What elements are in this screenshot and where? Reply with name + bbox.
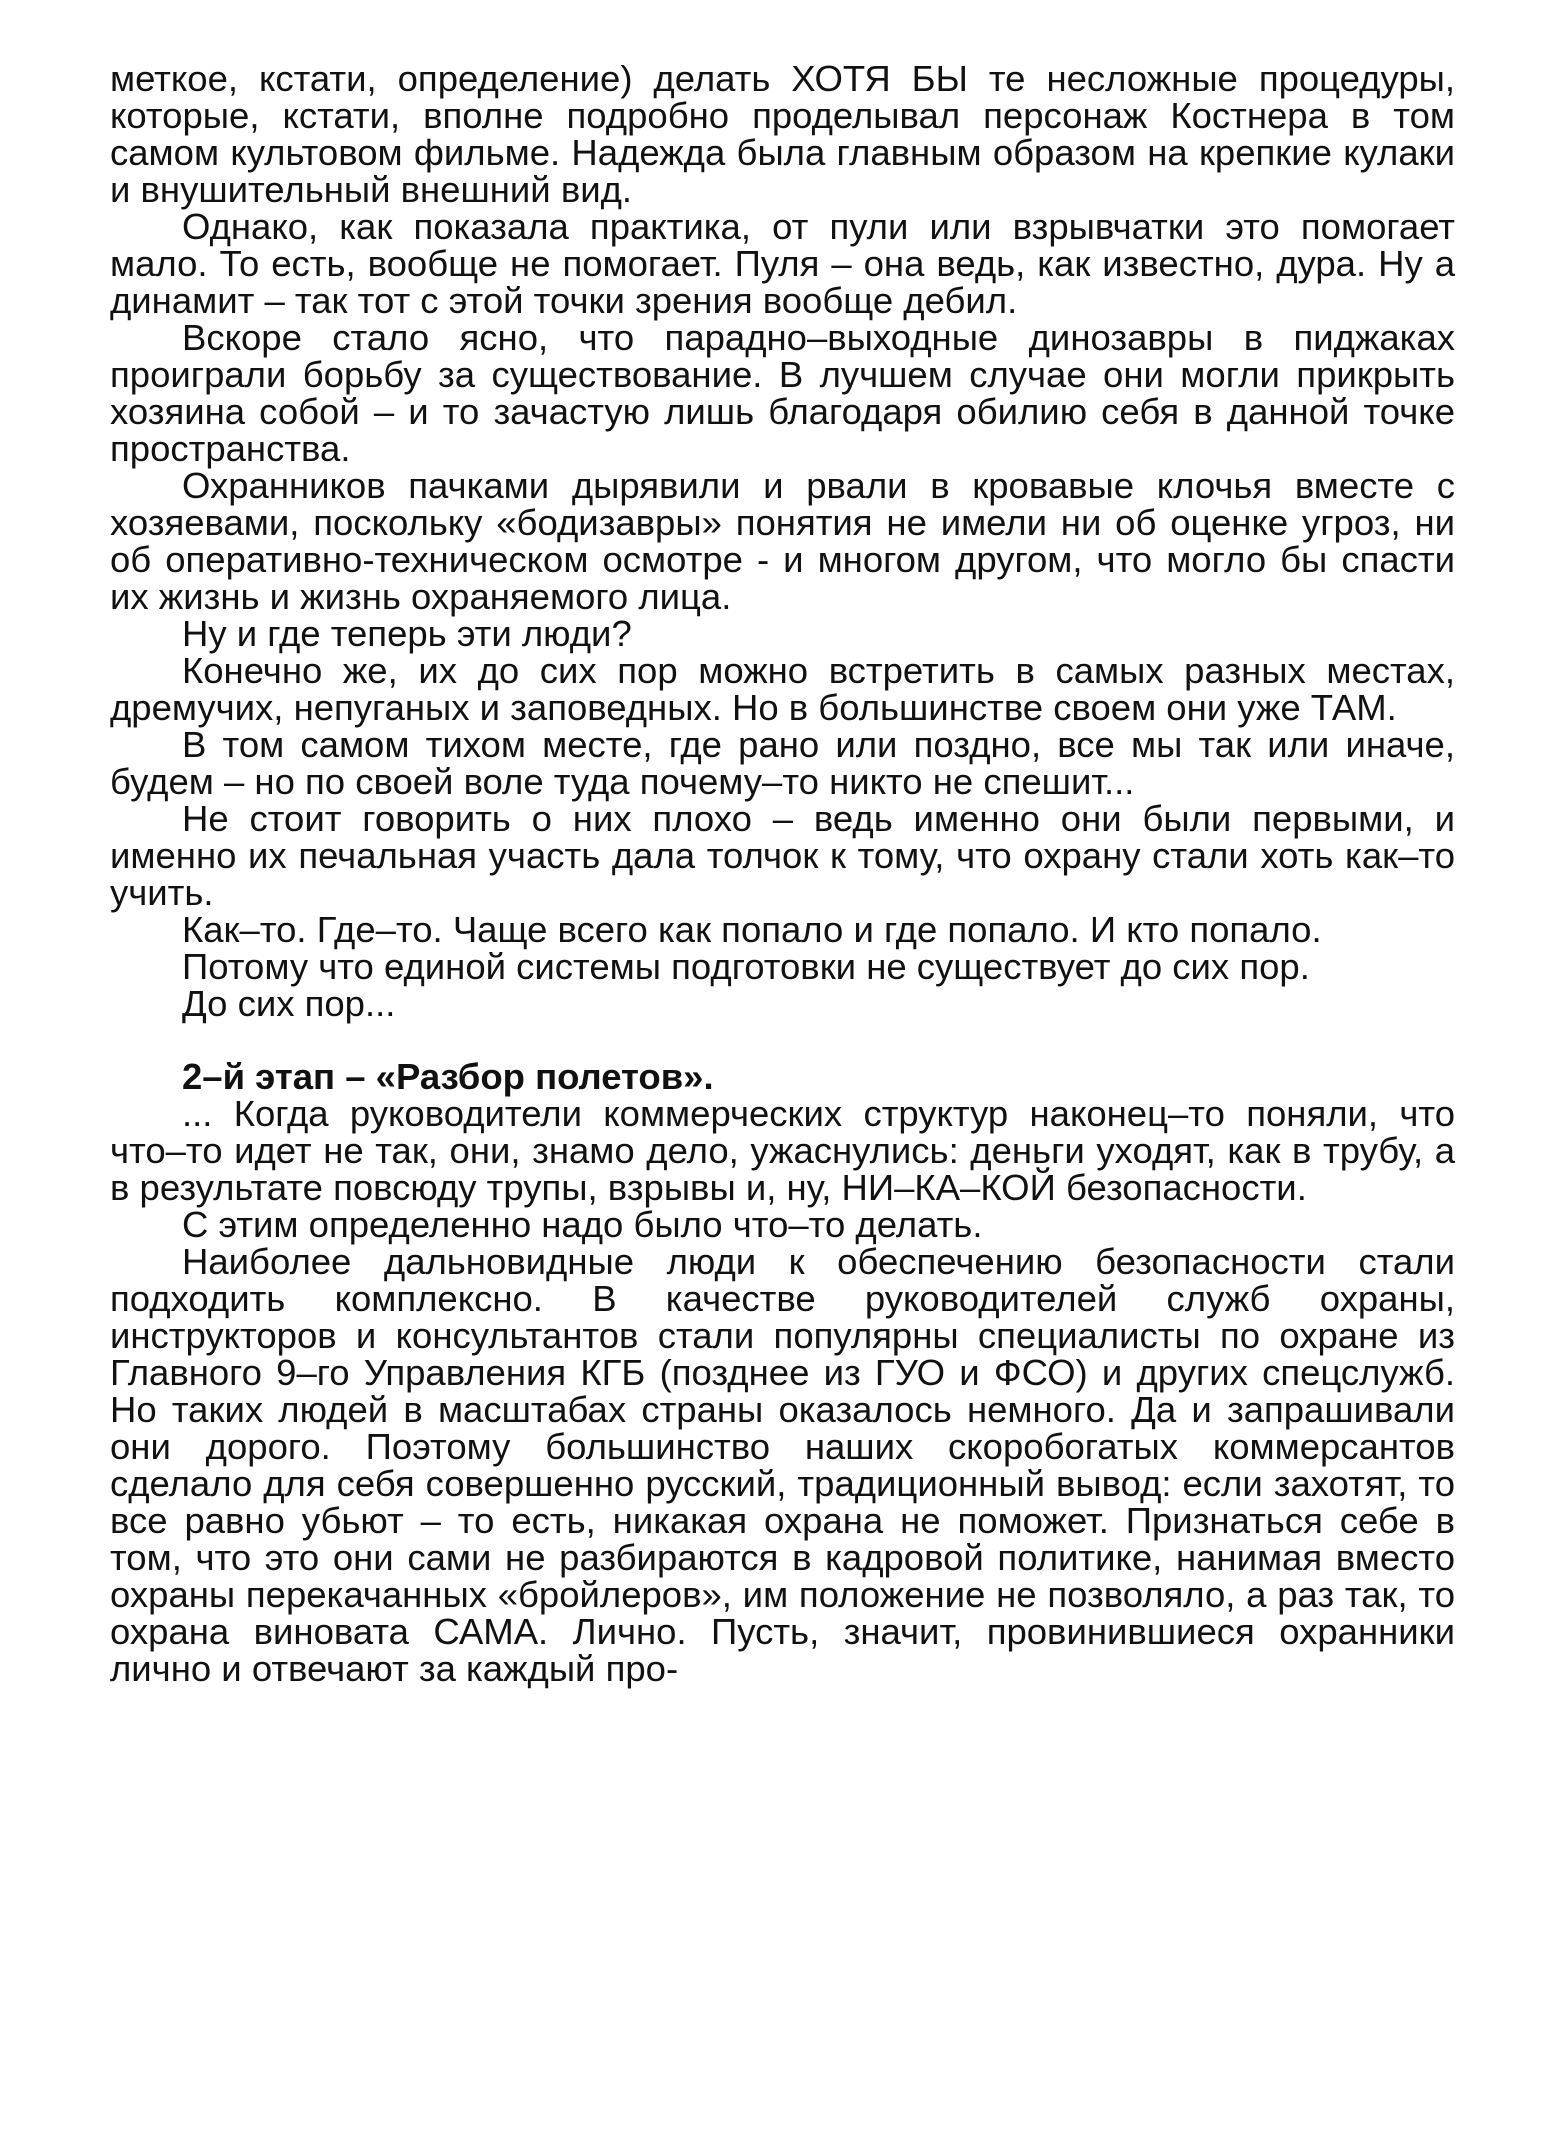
- paragraph: Вскоре стало ясно, что парадно–выходные динозавры в пиджаках проиграли борьбу за существование. В лучшем случае они могли прикрыть хозяина собой – и то зачастую лишь благодаря обилию себя в данной точке пространства.: [110, 317, 1455, 469]
- paragraph: В том самом тихом месте, где рано или поздно, все мы так или иначе, будем – но по своей воле туда почему–то никто не спешит...: [110, 724, 1455, 802]
- paragraph: Не стоит говорить о них плохо – ведь именно они были первыми, и именно их печальная участь дала толчок к тому, что охрану стали хоть как–то учить.: [110, 798, 1455, 913]
- paragraph: До сих пор...: [182, 983, 396, 1024]
- paragraph: Охранников пачками дырявили и рвали в кровавые клочья вместе с хозяевами, поскольку «бодизавры» понятия не имели ни об оценке угроз, ни об оперативно-техническом осмотре - и многом другом, что могло бы спасти их жизнь и жизнь охраняемого лица.: [110, 465, 1455, 617]
- section-heading: 2–й этап – «Разбор полетов».: [182, 1056, 714, 1097]
- paragraph: Потому что единой системы подготовки не существует до сих пор.: [182, 946, 1310, 987]
- paragraph: Наиболее дальновидные люди к обеспечению безопасности стали подходить комплексно. В качестве руководителей служб охраны, инструкторов и консультантов стали популярны специалисты по охране из Главного 9–го Управления КГБ (позднее из ГУО и ФСО) и других спецслужб. Но таких людей в масштабах страны оказалось немного. Да и запрашивали они дорого. Поэтому большинство наших скоробогатых коммерсантов сделало для себя совершенно русский, традиционный вывод: если захотят, то все равно убьют – то есть, никакая охрана не поможет. Признаться себе в том, что это они сами не разбираются в кадровой политике, нанимая вместо охраны перекачанных «бройлеров», им положение не позволяло, а раз так, то охрана виновата САМА. Лично. Пусть, значит, провинившиеся охранники лично и отвечают за каждый про-: [110, 1241, 1455, 1689]
- paragraph: Как–то. Где–то. Чаще всего как попало и где попало. И кто попало.: [182, 909, 1322, 950]
- paragraph: Однако, как показала практика, от пули или взрывчатки это помогает мало. То есть, вообще не помогает. Пуля – она ведь, как известно, дура. Ну а динамит – так тот с этой точки зрения вообще дебил.: [110, 206, 1455, 321]
- paragraph-continuation: меткое, кстати, определение) делать ХОТЯ БЫ те несложные процедуры, которые, кстати, вполне подробно проделывал персонаж Костнера в том самом культовом фильме. Надежда была главным образом на крепкие кулаки и внушительный внешний вид.: [110, 58, 1455, 210]
- paragraph: С этим определенно надо было что–то делать.: [182, 1204, 983, 1245]
- paragraph: Конечно же, их до сих пор можно встретить в самых разных местах, дремучих, непуганых и заповедных. Но в большинстве своем они уже ТАМ.: [110, 650, 1455, 728]
- book-page: [110, 60, 1455, 2100]
- paragraph: Ну и где теперь эти люди?: [182, 613, 632, 654]
- paragraph: ... Когда руководители коммерческих структур наконец–то поняли, что что–то идет не так, они, знамо дело, ужаснулись: деньги уходят, как в трубу, а в результате повсюду трупы, взрывы и, ну, НИ–КА–КОЙ безопасности.: [110, 1093, 1455, 1208]
